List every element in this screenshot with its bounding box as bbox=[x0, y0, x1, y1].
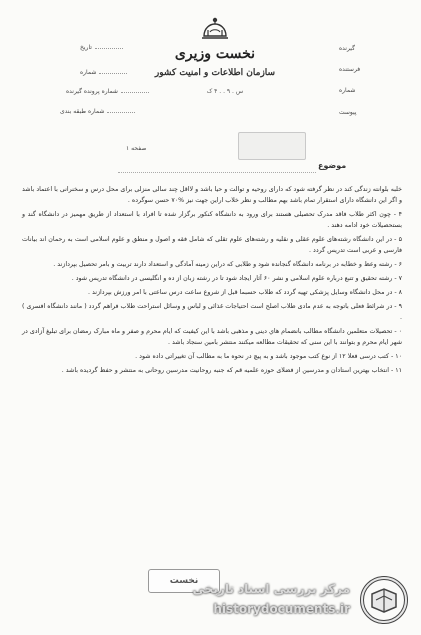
paragraph: ۰ - تحصیلات متعلمین دانشگاه مطالب بانضمام هاي دینی و مذهبی باشد با این کیفیت که ایام محرم و صفر و ماه مبارک رمضان برای تبلیغ آزادی در شهر ایام محرم و بتوانند با این سنی که تحقیقات مطالعه میکنند منتشر بامین سنجاد باشد . bbox=[22, 328, 402, 346]
paragraph: ۷ - رشته تحقیق و تتبع درباره علوم اسلامی و نشر ۶۰ آثار ایجاد شود تا در رشته زبان از ده و انگلیسی در دانشگاه تدریس شود . bbox=[71, 275, 402, 282]
header-reference: س . ۹ . . ۴ ک bbox=[206, 88, 244, 95]
field-recipient-file: شماره پرونده گیرنده bbox=[66, 88, 149, 95]
paragraph: ۶ - رشته وعظ و خطابه در برنامه دانشگاه گنجانده شود و طلابی که دراین زمینه آمادگی و استعداد دارند تربیت و بامر تحصیل بپردازند . bbox=[53, 261, 402, 268]
registration-stamp bbox=[238, 132, 306, 160]
history-documents-logo-icon bbox=[358, 574, 410, 626]
paragraph: ۴ - چون اکثر طلاب فاقد مدرک تحصیلی هستند برای ورود به دانشگاه کنکور برگزار شده تا افراد با استعداد از طریق مهمیز در دانشگاه گند و بستحصیلات خود ادامه دهند . bbox=[22, 211, 402, 229]
paragraph: ۱۱ - انتخاب بهترین استادان و مدرسین از فضلای حوزه علمیه قم که جنبه روحانیت مدرسین روحانی به منتشر و حفظ گردیده باشد . bbox=[61, 367, 402, 374]
field-number-right: شماره bbox=[339, 87, 356, 94]
subject-label: موضوع bbox=[318, 161, 347, 170]
paragraph: خلبه بلوانته زندگی کند در نظر گرفته شود که دارای روحیه و توالت و حیا باشد و لااقل چند سالی منزلی برای محل درس و سخنرانی با اعتماد باشد و اگر این دانشگاه دارای استقرار تمام باشد بهم مطالب و نظر خلاب اراین جهت نیز %۷۰ حسن سوگرده . bbox=[22, 186, 402, 204]
lion-and-sun-emblem-icon bbox=[198, 16, 232, 44]
paragraph: ۵ - در این دانشگاه رشته‌های علوم عقلی و نقلیه و رشته‌های علوم تقلی که شامل فقه و اصول و منطق و علوم اسلامی است به رحمان اند بیانات فارسی و عربی است تدریس گردد . bbox=[22, 236, 402, 254]
header-title: نخست وزیری bbox=[174, 46, 256, 62]
bottom-stamp: نخست bbox=[148, 569, 220, 593]
header-organization: سازمان اطلاعات و امنیت کشور bbox=[154, 68, 276, 78]
field-sender: فرستنده bbox=[339, 66, 361, 73]
field-date: تاریخ bbox=[80, 44, 123, 51]
field-number: شماره bbox=[80, 69, 127, 76]
watermark-name: مرکز بررسی اسناد تاریخی bbox=[192, 582, 350, 596]
field-classification: شماره طبقه بندی bbox=[60, 108, 135, 115]
field-attachment: پیوست bbox=[339, 109, 357, 116]
document-body bbox=[22, 184, 402, 379]
watermark-url: historydocuments.ir bbox=[213, 602, 350, 616]
field-recipient: گیرنده bbox=[339, 45, 355, 52]
page-number: صفحه ۱ bbox=[126, 145, 147, 152]
paragraph: ۸ - در محل دانشگاه وسایل پزشکی تهیه گردد که طلاب حسبما قبل از شروع ساعت درس ساعتی با امر ورزش بپردازند . bbox=[87, 289, 402, 296]
subject-underline bbox=[118, 172, 316, 173]
paragraph: ۹ - در شرائط فعلی باتوجه به عدم مادی طلاب اصلح است احتیاجات غذائی و لباس و وسائل استراحت طلاب فراهم گردد ( مانند دانشگاه افسری ) . bbox=[22, 303, 402, 321]
paragraph: ۱۰ - کتب درسی فعلا ۱۲ از نوع کتب موجود باشد و به پیچ در نحوه ما به مطالب آن تغییراتی داده شود . bbox=[135, 353, 402, 360]
